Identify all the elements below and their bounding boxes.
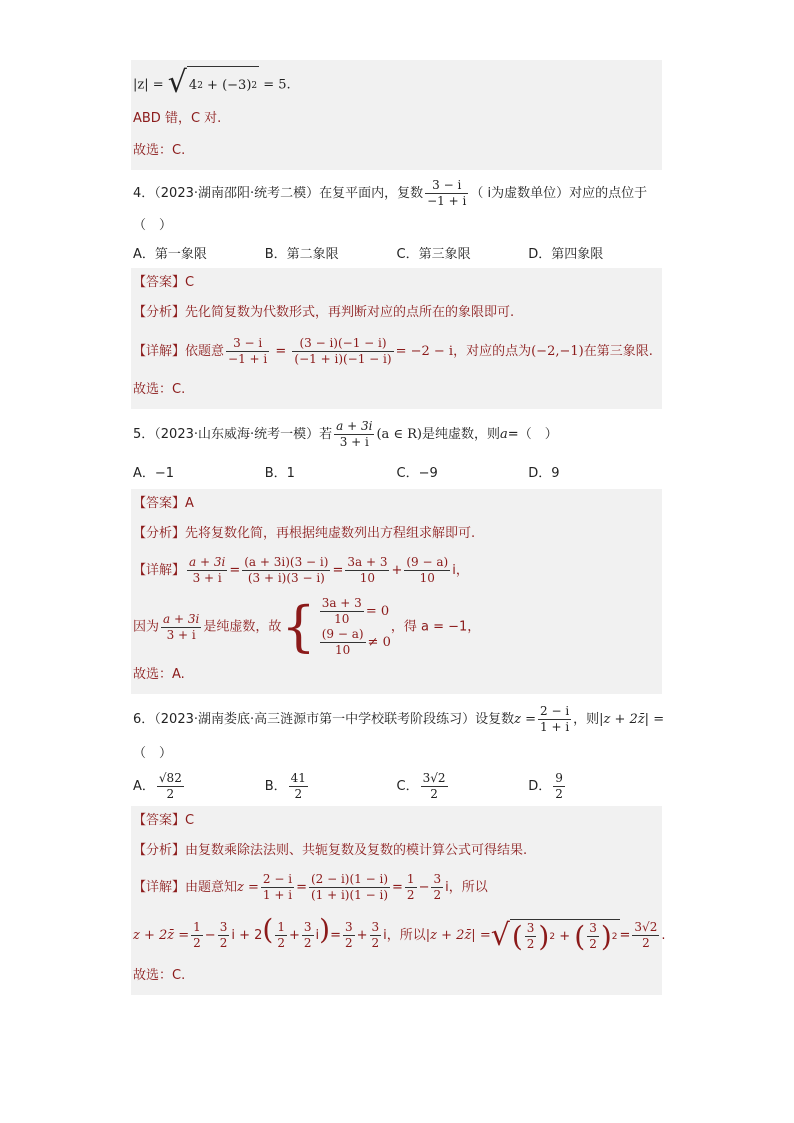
- question-4: [131, 170, 662, 243]
- q4-solution: [131, 268, 662, 409]
- q6-detail-line2: z + 2z̄ = $\frac{1}{2}$ − $\frac{3}{2}$ i + 2( $\frac{1}{2}$ + $\frac{3}{2}$ i)= $\frac{3}{2}$ + $\frac{3}{2}$ i，所以|z + 2z̄| = √ ( $\frac{3}{2}$ ) 2 + ( $\frac{3}{2}$ ) 2 = $\frac{3√2}{2}$ .: [133, 913, 666, 953]
- q5-because: 因为 $\frac{a + 3i}{3 + i}$ 是纯虚数，故 { $\frac{3a + 3}{10}$ = 0 $\frac{(9 - a)}{10}$ ≠ 0 ，得 a = −1，: [133, 595, 481, 658]
- question-6: [131, 694, 665, 771]
- q5-stem: 5．（2023·山东威海·统考一模）若 $\frac{a + 3i}{3 + i}$ (a ∈ R)是纯虚数，则a=（ ）: [133, 419, 558, 449]
- q5-option-c: C．−9: [396, 466, 438, 481]
- q6-choose: 故选：C.: [133, 967, 186, 983]
- q6-stem: 6．（2023·湖南娄底·高三涟源市第一中学校联考阶段练习）设复数z = $\frac{2 - i}{1 + i}$ ，则|z + 2z̄| =: [133, 704, 665, 734]
- q5-solution: [131, 489, 662, 694]
- worksheet-page: [131, 60, 666, 995]
- q5-choose: 故选：A.: [133, 667, 185, 682]
- q4-option-b: B．第二象限: [264, 247, 339, 262]
- q6-options: [131, 771, 662, 806]
- q4-option-a: A．第一象限: [133, 247, 207, 262]
- abd-line: ABD 错，C 对.: [133, 111, 222, 126]
- q5-option-a: A．−1: [133, 466, 175, 481]
- q5-answer: 【答案】A: [133, 496, 194, 511]
- q4-fraction: $\frac{3 - i}{-1 + i}$: [427, 178, 467, 208]
- q5-options: [131, 458, 662, 489]
- choose-line-prev: 故选：C.: [133, 143, 186, 158]
- q6-option-c: C． $\frac{3√2}{2}$: [396, 771, 446, 801]
- q6-analysis: 【分析】由复数乘除法法则、共轭复数及复数的模计算公式可得结果.: [133, 843, 528, 858]
- q6-option-b: B． $\frac{41}{2}$: [264, 771, 306, 801]
- q6-blank: （ ）: [133, 746, 173, 761]
- q5-fraction: $\frac{a + 3i}{3 + i}$: [336, 419, 373, 449]
- q4-choose: 故选：C.: [133, 382, 186, 397]
- q4-detail: 【详解】依题意 $\frac{3 - i}{-1 + i}$ = $\frac{(3 - i)(-1 - i)}{(-1 + i)(-1 - i)}$ = −2 − i，对应的点为(−2,−1)在第三象限.: [133, 336, 653, 366]
- q4-options: [131, 243, 662, 268]
- q4-option-d: D．第四象限: [528, 247, 604, 262]
- modulus-line: |z| = √ 4 2 + (−3) 2 = 5.: [133, 66, 660, 102]
- q6-solution: [131, 806, 666, 995]
- q5-option-d: D．9: [528, 466, 560, 481]
- q6-detail: 【详解】由题意知z = $\frac{2 - i}{1 + i}$ = $\frac{(2 - i)(1 - i)}{(1 + i)(1 - i)}$ = $\frac{1}{2}$ − $\frac{3}{2}$ i，所以: [133, 872, 488, 902]
- q4-blank: （ ）: [133, 218, 173, 233]
- previous-solution-block: [131, 60, 662, 170]
- q4-answer: 【答案】C: [133, 275, 195, 290]
- q4-stem: 4．（2023·湖南邵阳·统考二模）在复平面内，复数 $\frac{3 - i}{-1 + i}$ （ i为虚数单位）对应的点位于: [133, 178, 648, 208]
- q5-system: { $\frac{3a + 3}{10}$ = 0 $\frac{(9 - a)}{10}$ ≠ 0: [281, 595, 391, 658]
- q5-option-b: B．1: [264, 466, 295, 481]
- q4-analysis: 【分析】先化简复数为代数形式，再判断对应的点所在的象限即可.: [133, 305, 515, 320]
- question-5: [131, 409, 662, 458]
- q5-analysis: 【分析】先将复数化简，再根据纯虚数列出方程组求解即可.: [133, 526, 476, 541]
- q6-answer: 【答案】C: [133, 813, 195, 828]
- q4-option-c: C．第三象限: [396, 247, 471, 262]
- q5-detail: 【详解】 $\frac{a + 3i}{3 + i}$ = $\frac{(a + 3i)(3 - i)}{(3 + i)(3 - i)}$ = $\frac{3a + 3}{10}$ + $\frac{(9 - a)}{10}$ i，: [133, 555, 469, 585]
- q6-fraction: $\frac{2 - i}{1 + i}$: [540, 704, 570, 734]
- q6-option-d: D． $\frac{9}{2}$: [528, 771, 563, 801]
- q6-option-a: A． $\frac{√82}{2}$: [133, 771, 182, 801]
